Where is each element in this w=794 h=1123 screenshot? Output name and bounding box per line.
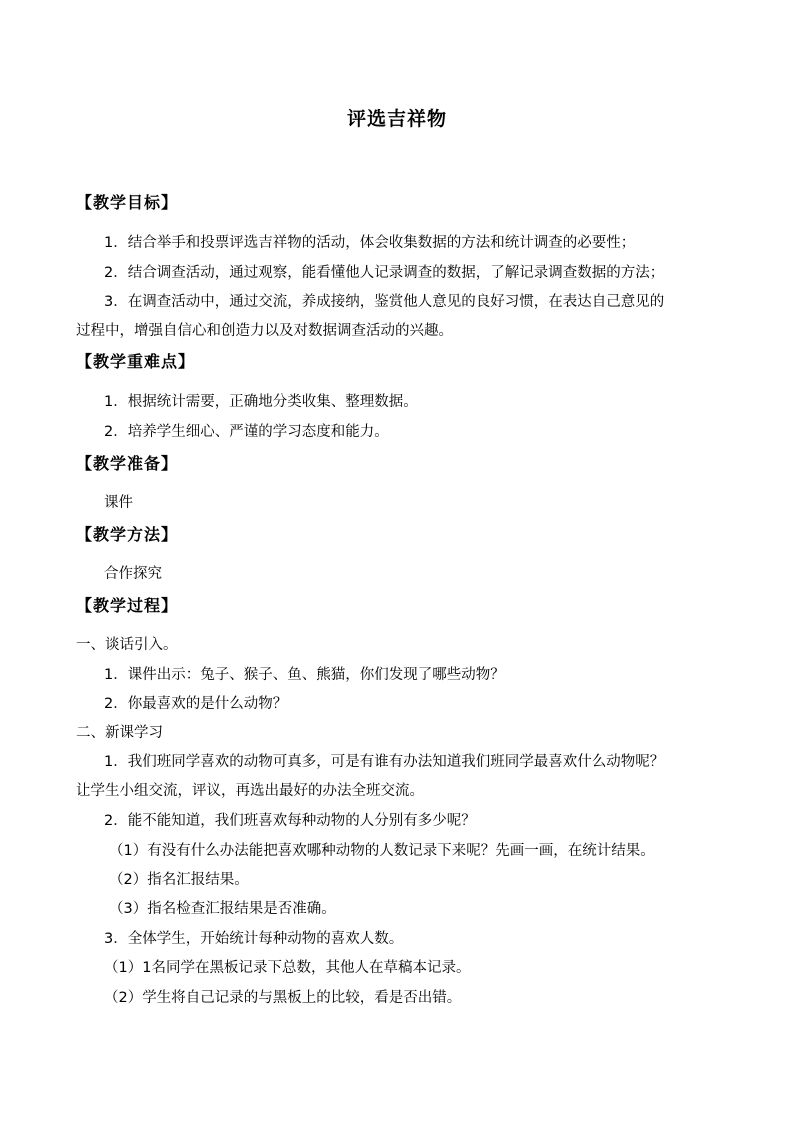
process-part1-title: 一、谈话引入。: [76, 637, 178, 653]
goal-item-1: 1．结合举手和投票评选吉祥物的活动，体会收集数据的方法和统计调查的必要性；: [104, 235, 636, 251]
goal-item-3-continued: 过程中，增强自信心和创造力以及对数据调查活动的兴趣。: [76, 323, 453, 339]
process-part2-line-1: 1．我们班同学喜欢的动物可真多，可是有谁有办法知道我们班同学最喜欢什么动物呢？: [104, 754, 665, 770]
process-part2-line-6: （3）指名检查汇报结果是否准确。: [109, 901, 336, 917]
goal-item-3: 3．在调查活动中，通过交流，养成接纳，鉴赏他人意见的良好习惯，在表达自己意见的: [104, 294, 665, 310]
process-part2-line-5: （2）指名汇报结果。: [109, 872, 249, 888]
process-part2-line-8: （1）1名同学在黑板记录下总数，其他人在草稿本记录。: [104, 960, 471, 976]
process-part2-title: 二、新课学习: [76, 725, 163, 741]
heading-method: 【教学方法】: [76, 525, 179, 544]
difficulty-item-2: 2．培养学生细心、严谨的学习态度和能力。: [104, 424, 389, 440]
method-text: 合作探究: [104, 566, 162, 582]
preparation-text: 课件: [104, 495, 133, 511]
process-part2-line-7: 3．全体学生，开始统计每种动物的喜欢人数。: [104, 931, 404, 947]
document-title: 评选吉祥物: [346, 108, 447, 130]
heading-teaching-goals: 【教学目标】: [76, 193, 179, 212]
difficulty-item-1: 1．根据统计需要，正确地分类收集、整理数据。: [104, 394, 418, 410]
process-part1-item-2: 2．你最喜欢的是什么动物？: [104, 696, 288, 712]
process-part2-line-2: 让学生小组交流，评议，再选出最好的办法全班交流。: [76, 783, 424, 799]
process-part2-line-3: 2．能不能知道，我们班喜欢每种动物的人分别有多少呢？: [104, 813, 476, 829]
process-part2-line-9: （2）学生将自己记录的与黑板上的比较，看是否出错。: [104, 990, 462, 1006]
process-part1-item-1: 1．课件出示：兔子、猴子、鱼、熊猫，你们发现了哪些动物？: [104, 667, 505, 683]
goal-item-2: 2．结合调查活动，通过观察，能看懂他人记录调查的数据，了解记录调查数据的方法；: [104, 265, 665, 281]
heading-process: 【教学过程】: [76, 596, 179, 615]
heading-preparation: 【教学准备】: [76, 454, 179, 473]
process-part2-line-4: （1）有没有什么办法能把喜欢哪种动物的人数记录下来呢？先画一画，在统计结果。: [109, 843, 655, 859]
heading-key-difficulties: 【教学重难点】: [76, 352, 196, 371]
